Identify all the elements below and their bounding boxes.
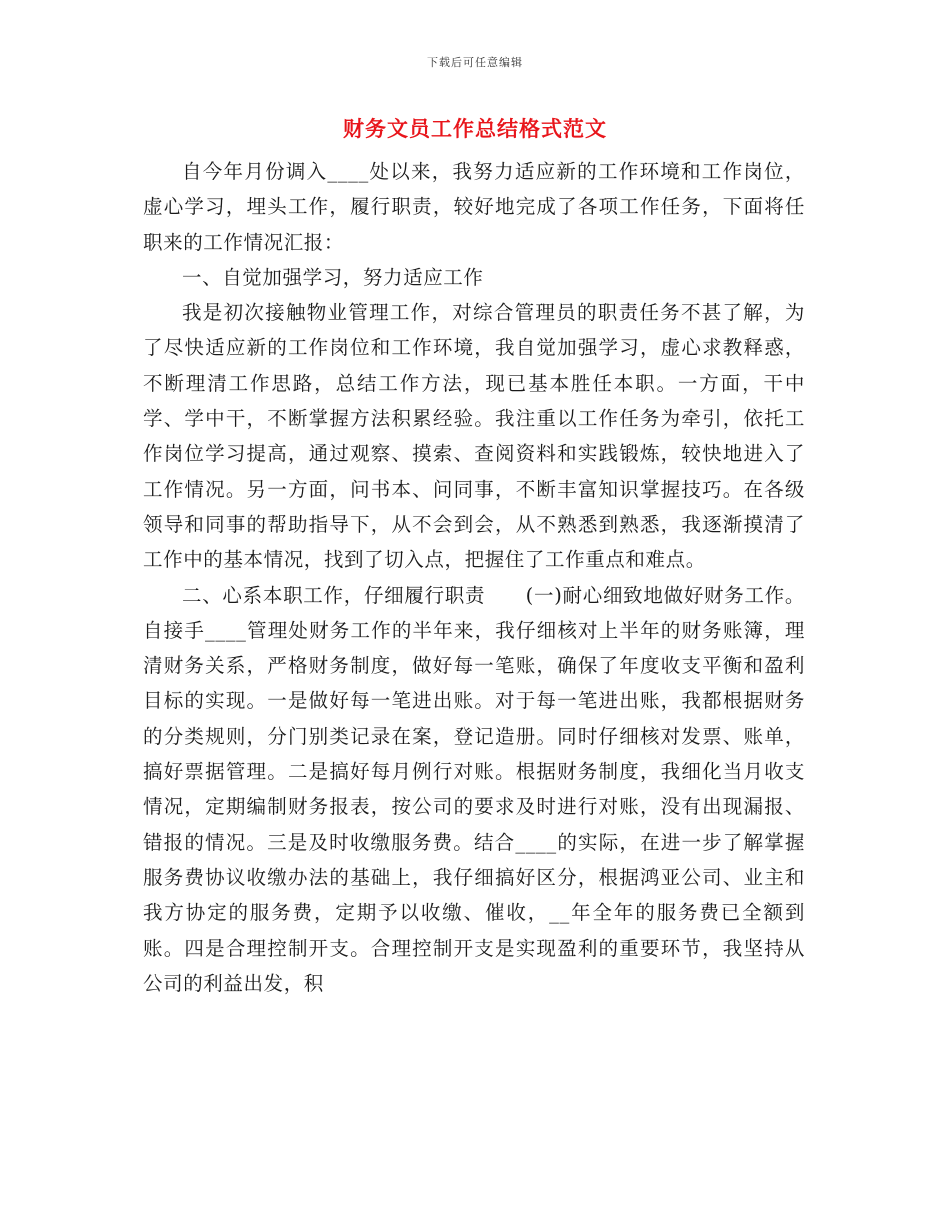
document-title: 财务文员工作总结格式范文 — [343, 116, 607, 141]
section-heading-1: 一、自觉加强学习，努力适应工作 — [182, 265, 484, 289]
header-note: 下载后可任意编辑 — [427, 56, 523, 69]
paragraph-intro: 自今年月份调入____处以来，我努力适应新的工作环境和工作岗位，虚心学习，埋头工作，履行职责，较好地完成了各项工作任务，下面将任职来的工作情况汇报： — [143, 160, 805, 254]
document-body — [143, 154, 805, 1001]
paragraph-section-1: 我是初次接触物业管理工作，对综合管理员的职责任务不甚了解，为了尽快适应新的工作岗位和工作环境，我自觉加强学习，虚心求教释惑，不断理清工作思路，总结工作方法，现已基本胜任本职。一方面，干中学、学中干，不断掌握方法积累经验。我注重以工作任务为牵引，依托工作岗位学习提高，通过观察、摸索、查阅资料和实践锻炼，较快地进入了工作情况。另一方面，问书本、问同事，不断丰富知识掌握技巧。在各级领导和同事的帮助指导下，从不会到会，从不熟悉到熟悉，我逐渐摸清了工作中的基本情况，找到了切入点，把握住了工作重点和难点。 — [143, 301, 805, 572]
paragraph-section-2: 二、心系本职工作，仔细履行职责 (一)耐心细致地做好财务工作。自接手____管理处财务工作的半年来，我仔细核对上半年的财务账簿，理清财务关系，严格财务制度，做好每一笔账，确保了年度收支平衡和盈利目标的实现。一是做好每一笔进出账。对于每一笔进出账，我都根据财务的分类规则，分门别类记录在案，登记造册。同时仔细核对发票、账单，搞好票据管理。二是搞好每月例行对账。根据财务制度，我细化当月收支情况，定期编制财务报表，按公司的要求及时进行对账，没有出现漏报、错报的情况。三是及时收缴服务费。结合____的实际，在进一步了解掌握服务费协议收缴办法的基础上，我仔细搞好区分，根据鸿亚公司、业主和我方协定的服务费，定期予以收缴、催收，__年全年的服务费已全额到账。四是合理控制开支。合理控制开支是实现盈利的重要环节，我坚持从公司的利益出发，积 — [143, 583, 805, 995]
